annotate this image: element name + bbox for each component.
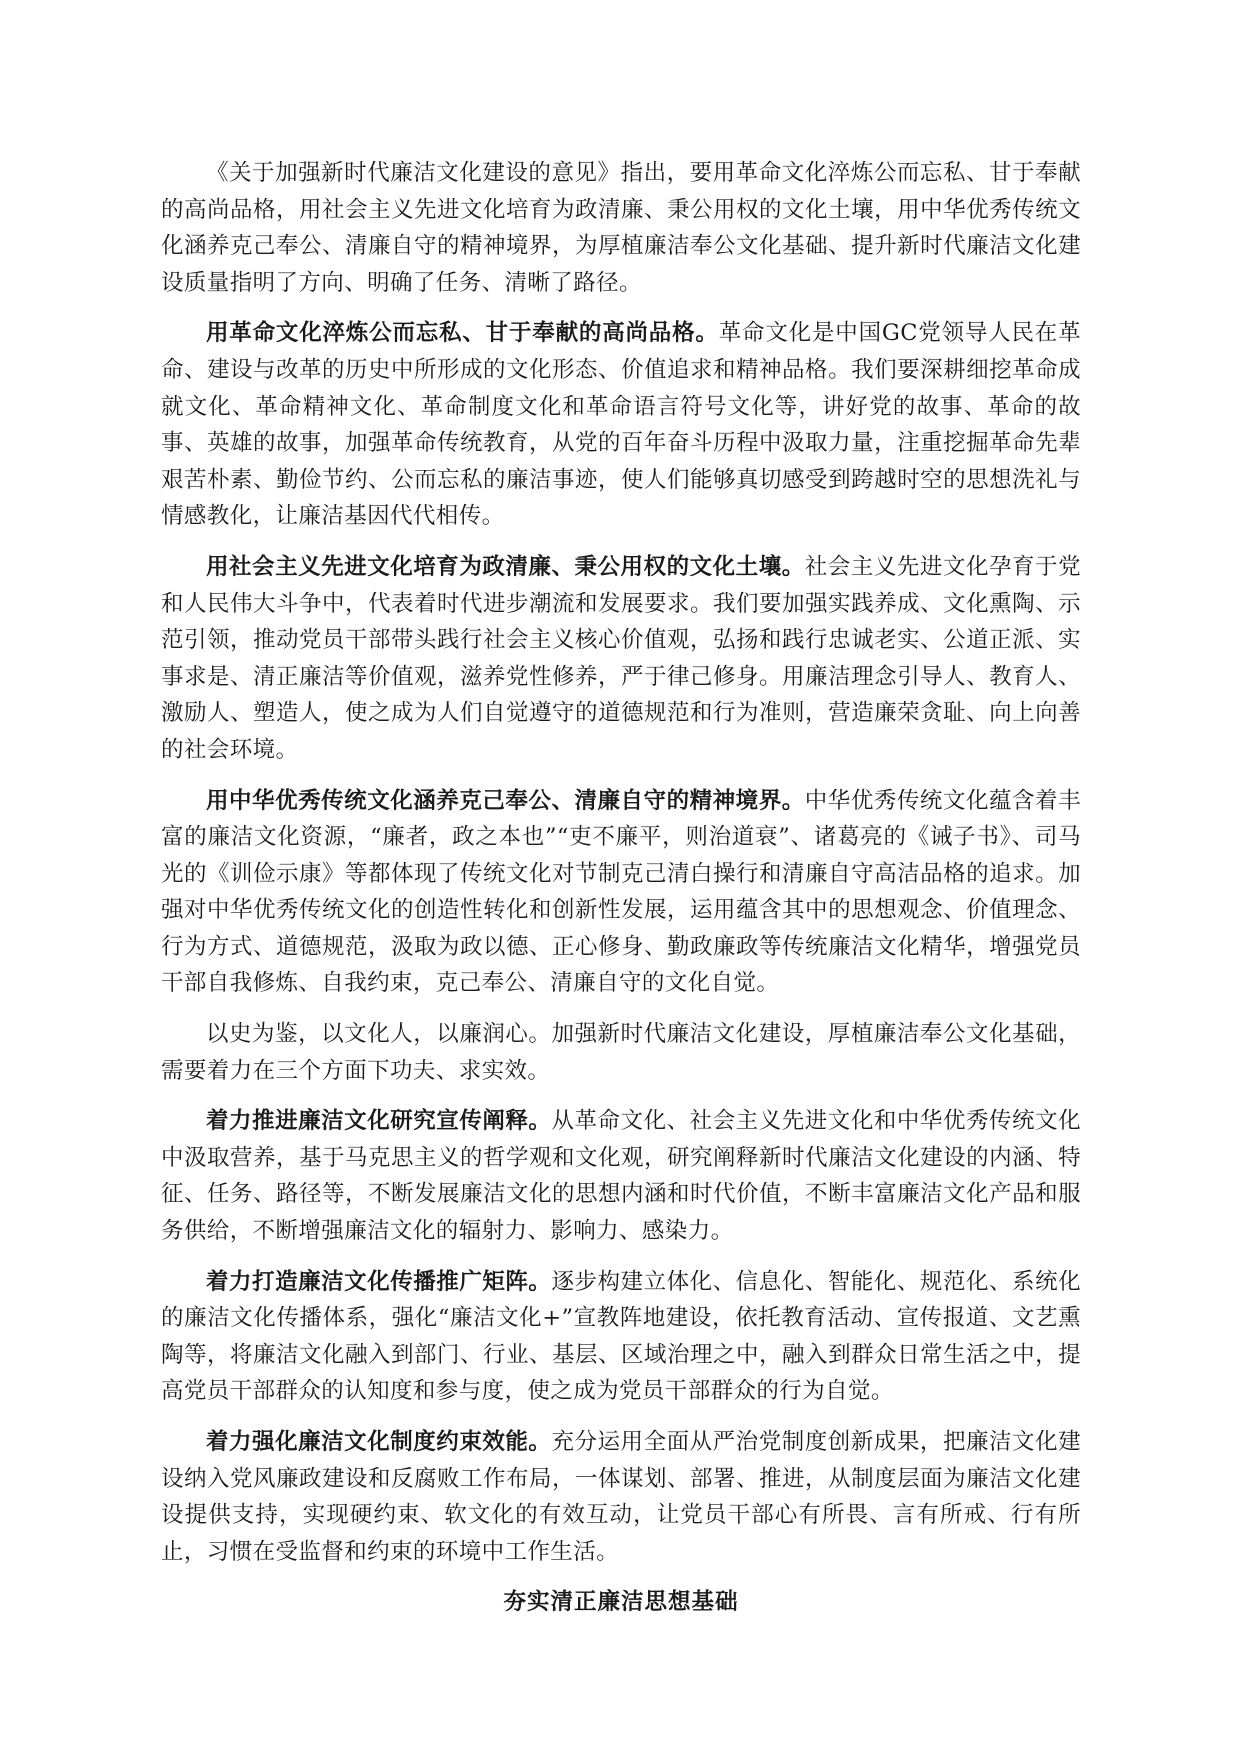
paragraph-text: 充分运用全面从严治党制度创新成果，把廉洁文化建设纳入党风廉政建设和反腐败工作布局，一体谋划、部署、推进，从制度层面为廉洁文化建设提供支持，实现硬约束、软文化的有效互动，让党员干部心有所畏、言有所戒、行有所止，习惯在受监督和约束的环境中工作生活。 — [161, 1429, 1081, 1565]
paragraph-lead: 着力打造廉洁文化传播推广矩阵。 — [206, 1268, 552, 1295]
paragraph-text: 中华优秀传统文化蕴含着丰富的廉洁文化资源，“廉者，政之本也”“吏不廉平，则治道衰”、诸葛亮的《诫子书》、司马光的《训俭示康》等都体现了传统文化对节制克己清白操行和清廉自守高洁品格的追求。加强对中华优秀传统文化的创造性转化和创新性发展，运用蕴含其中的思想观念、价值理念、行为方式、道德规范，汲取为政以德、正心修身、勤政廉政等传统廉洁文化精华，增强党员干部自我修炼、自我约束，克己奉公、清廉自守的文化自觉。 — [161, 787, 1081, 997]
paragraph-text: 《关于加强新时代廉洁文化建设的意见》指出，要用革命文化淬炼公而忘私、甘于奉献的高尚品格，用社会主义先进文化培育为政清廉、秉公用权的文化土壤，用中华优秀传统文化涵养克己奉公、清廉自守的精神境界，为厚植廉洁奉公文化基础、提升新时代廉洁文化建设质量指明了方向、明确了任务、清晰了路径。 — [161, 160, 1081, 296]
dissemination-paragraph — [161, 1264, 1081, 1410]
traditional-culture-paragraph — [161, 783, 1081, 1003]
revolutionary-culture-paragraph — [161, 315, 1081, 535]
socialist-culture-paragraph — [161, 549, 1081, 769]
document-page — [161, 155, 1081, 1620]
paragraph-lead: 着力强化廉洁文化制度约束效能。 — [206, 1429, 552, 1455]
intro-paragraph — [161, 155, 1081, 301]
institution-paragraph — [161, 1424, 1081, 1570]
paragraph-text: 逐步构建立体化、信息化、智能化、规范化、系统化的廉洁文化传播体系，强化“廉洁文化+”宣教阵地建设，依托教育活动、宣传报道、文艺熏陶等，将廉洁文化融入到部门、行业、基层、区域治理之中，融入到群众日常生活之中，提高党员干部群众的认知度和参与度，使之成为党员干部群众的行为自觉。 — [161, 1268, 1081, 1405]
paragraph-text: 从革命文化、社会主义先进文化和中华优秀传统文化中汲取营养，基于马克思主义的哲学观和文化观，研究阐释新时代廉洁文化建设的内涵、特征、任务、路径等，不断发展廉洁文化的思想内涵和时代价值，不断丰富廉洁文化产品和服务供给，不断增强廉洁文化的辐射力、影响力、感染力。 — [161, 1108, 1081, 1245]
paragraph-lead: 用社会主义先进文化培育为政清廉、秉公用权的文化土壤。 — [206, 553, 805, 580]
paragraph-text: 以史为鉴，以文化人，以廉润心。加强新时代廉洁文化建设，厚植廉洁奉公文化基础，需要着力在三个方面下功夫、求实效。 — [161, 1021, 1081, 1084]
paragraph-lead: 用革命文化淬炼公而忘私、甘于奉献的高尚品格。 — [206, 320, 719, 347]
section-heading: 夯实清正廉洁思想基础 — [503, 1589, 739, 1616]
summary-paragraph — [161, 1016, 1081, 1089]
research-paragraph — [161, 1103, 1081, 1249]
paragraph-text: 革命文化是中国GC党领导人民在革命、建设与改革的历史中所形成的文化形态、价值追求和精神品格。我们要深耕细挖革命成就文化、革命精神文化、革命制度文化和革命语言符号文化等，讲好党的故事、革命的故事、英雄的故事，加强革命传统教育，从党的百年奋斗历程中汲取力量，注重挖掘革命先辈艰苦朴素、勤俭节约、公而忘私的廉洁事迹，使人们能够真切感受到跨越时空的思想洗礼与情感教化，让廉洁基因代代相传。 — [161, 320, 1081, 530]
paragraph-text: 社会主义先进文化孕育于党和人民伟大斗争中，代表着时代进步潮流和发展要求。我们要加强实践养成、文化熏陶、示范引领，推动党员干部带头践行社会主义核心价值观，弘扬和践行忠诚老实、公道正派、实事求是、清正廉洁等价值观，滋养党性修养，严于律己修身。用廉洁理念引导人、教育人、激励人、塑造人，使之成为人们自觉遵守的道德规范和行为准则，营造廉荣贪耻、向上向善的社会环境。 — [161, 553, 1081, 763]
paragraph-lead: 着力推进廉洁文化研究宣传阐释。 — [206, 1108, 552, 1135]
paragraph-lead: 用中华优秀传统文化涵养克己奉公、清廉自守的精神境界。 — [206, 787, 805, 814]
